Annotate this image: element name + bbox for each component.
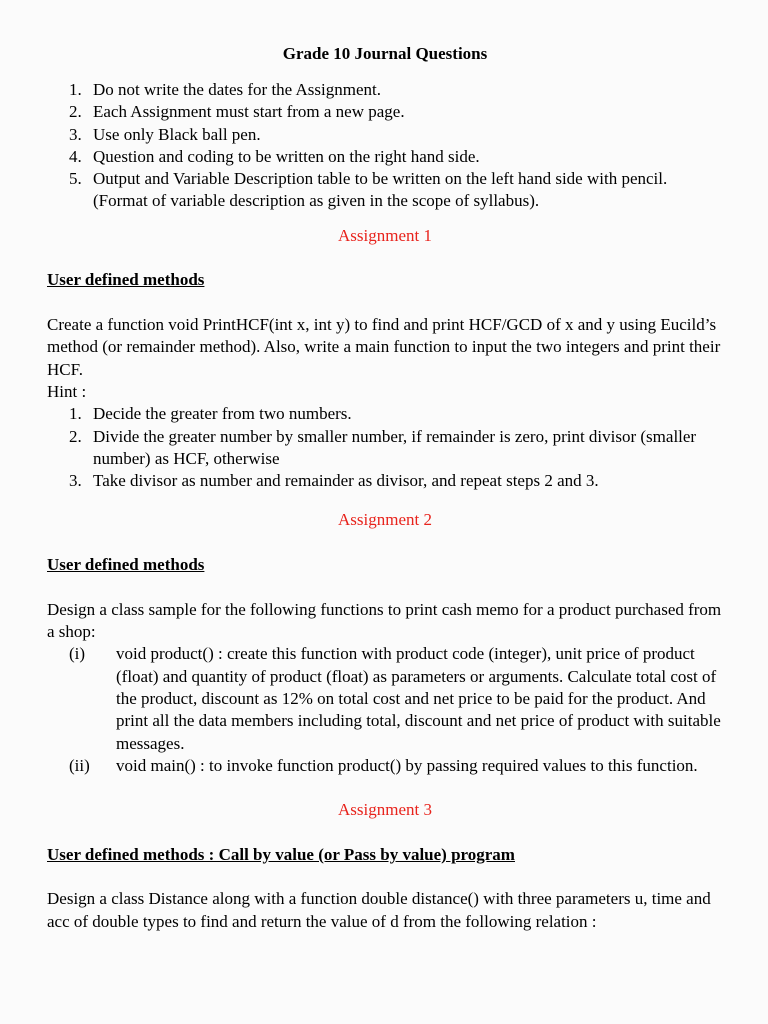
assignment-1-section: User defined methods [47, 269, 205, 289]
rule-text: Each Assignment must start from a new page. [93, 102, 405, 122]
page-title: Grade 10 Journal Questions [282, 44, 488, 63]
hint-text: Decide the greater from two numbers. [93, 404, 352, 424]
list-number: 5. [69, 169, 82, 189]
assignment-1-body: Create a function void PrintHCF(int x, int y) to find and print HCF/GCD of x and y using Eucild’s method (or remainder method). Also, write a main function to input the two integers and print their HCF. [47, 315, 721, 379]
list-marker: (ii) [69, 755, 90, 775]
rule-text: Question and coding to be written on the right hand side. [93, 146, 480, 166]
assignment-2-body: Design a class sample for the following functions to print cash memo for a product purchased from a shop: [47, 599, 722, 642]
list-number: 3. [69, 471, 82, 491]
function-item [47, 643, 723, 754]
list-number: 4. [69, 146, 82, 166]
hint-text: Take divisor as number and remainder as divisor, and repeat steps 2 and 3. [93, 471, 599, 491]
document-content [47, 42, 723, 933]
rule-item [47, 146, 723, 168]
rule-text: Use only Black ball pen. [93, 124, 261, 144]
hint-label: Hint : [47, 381, 87, 401]
list-number: 2. [69, 426, 82, 446]
function-item [47, 755, 723, 777]
list-number: 1. [69, 80, 82, 99]
rule-text: Output and Variable Description table to be written on the left hand side with pencil. (Format of variable description as given in the scope of syllabus). [93, 169, 668, 211]
list-marker: (i) [69, 644, 86, 664]
function-text: void product() : create this function with product code (integer), unit price of product (float) and quantity of product (float) as parameters or arguments. Calculate total cost of the product, discount as 12% on total cost and net price to be paid for the product. And print all the data members including total, discount and net price of product with suitable messages. [116, 644, 721, 753]
rules-list [47, 79, 723, 213]
hint-item [47, 470, 723, 492]
rule-item [47, 168, 723, 213]
list-number: 1. [69, 404, 82, 424]
hint-text: Divide the greater number by smaller number, if remainder is zero, print divisor (smaller number) as HCF, otherwise [93, 426, 697, 468]
function-text: void main() : to invoke function product() by passing required values to this function. [116, 755, 698, 775]
hint-list [47, 403, 723, 492]
assignment-2-heading: Assignment 2 [338, 510, 432, 530]
assignment-1-heading: Assignment 1 [338, 225, 432, 245]
rule-text: Do not write the dates for the Assignment. [93, 80, 382, 99]
rule-item [47, 124, 723, 146]
rule-item [47, 101, 723, 123]
assignment-2-section: User defined methods [47, 555, 205, 575]
hint-item [47, 426, 723, 471]
list-number: 3. [69, 124, 82, 144]
assignment-3-heading: Assignment 3 [338, 800, 432, 820]
list-number: 2. [69, 102, 82, 122]
rule-item [47, 79, 723, 101]
assignment-3-body: Design a class Distance along with a function double distance() with three parameters u, time and acc of double types to find and return the value of d from the following relation : [47, 889, 711, 931]
function-list [47, 643, 723, 777]
assignment-3-section: User defined methods : Call by value (or Pass by value) program [47, 845, 515, 865]
hint-item [47, 403, 723, 425]
